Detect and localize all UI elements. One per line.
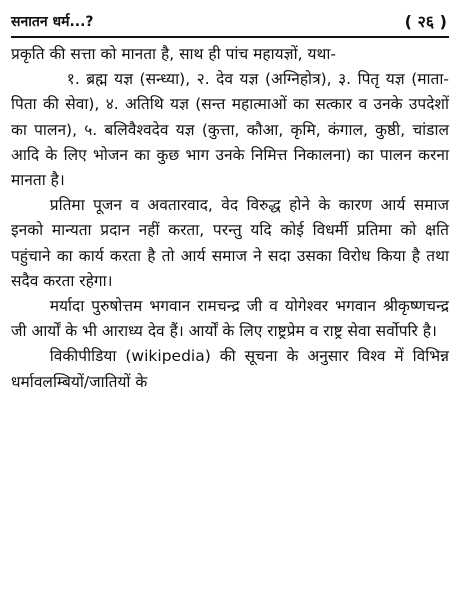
paragraph-yajna-list: १. ब्रह्म यज्ञ (सन्ध्या), २. देव यज्ञ (अग्निहोत्र), ३. पितृ यज्ञ (माता-पिता की सेवा), ४. अतिथि यज्ञ (सन्त महात्माओं का सत्कार व उनके उपदेशों का पालन), ५. बलिवैश्वदेव यज्ञ (कुत्ता, कौआ, कृमि, कंगाल, कुष्ठी, चांडाल आदि के लिए भोजन का कुछ भाग उनके निमित्त निकालना) का पालन करना मानता है।	[11, 70, 449, 190]
paragraph-rama-krishna: मर्यादा पुरुषोत्तम भगवान रामचन्द्र जी व योगेश्वर भगवान श्रीकृष्णचन्द्र जी आर्यों के भी आराध्य देव हैं। आर्यों के लिए राष्ट्रप्रेम व राष्ट्र सेवा सर्वोपरि है।	[11, 297, 449, 341]
paragraph-wikipedia: विकीपीडिया (wikipedia) की सूचना के अनुसार विश्व में विभिन्न धर्मावलम्बियों/जातियों के	[11, 347, 449, 391]
paragraph-idol-worship: प्रतिमा पूजन व अवतारवाद, वेद विरुद्ध होने के कारण आर्य समाज इनको मान्यता प्रदान नहीं करता, परन्तु यदि कोई विधर्मी प्रतिमा को क्षति पहुंचाने का कार्य करता है तो आर्य समाज ने सदा उसका विरोध किया है तथा सदैव करता रहेगा।	[11, 196, 449, 290]
paragraph-continuation: प्रकृति की सत्ता को मानता है, साथ ही पांच महायज्ञों, यथा-	[11, 45, 336, 63]
page-header	[11, 0, 449, 38]
running-title: सनातन धर्म...?	[11, 13, 94, 30]
page-body	[11, 42, 449, 395]
page-number: ( २६ )	[404, 12, 447, 31]
